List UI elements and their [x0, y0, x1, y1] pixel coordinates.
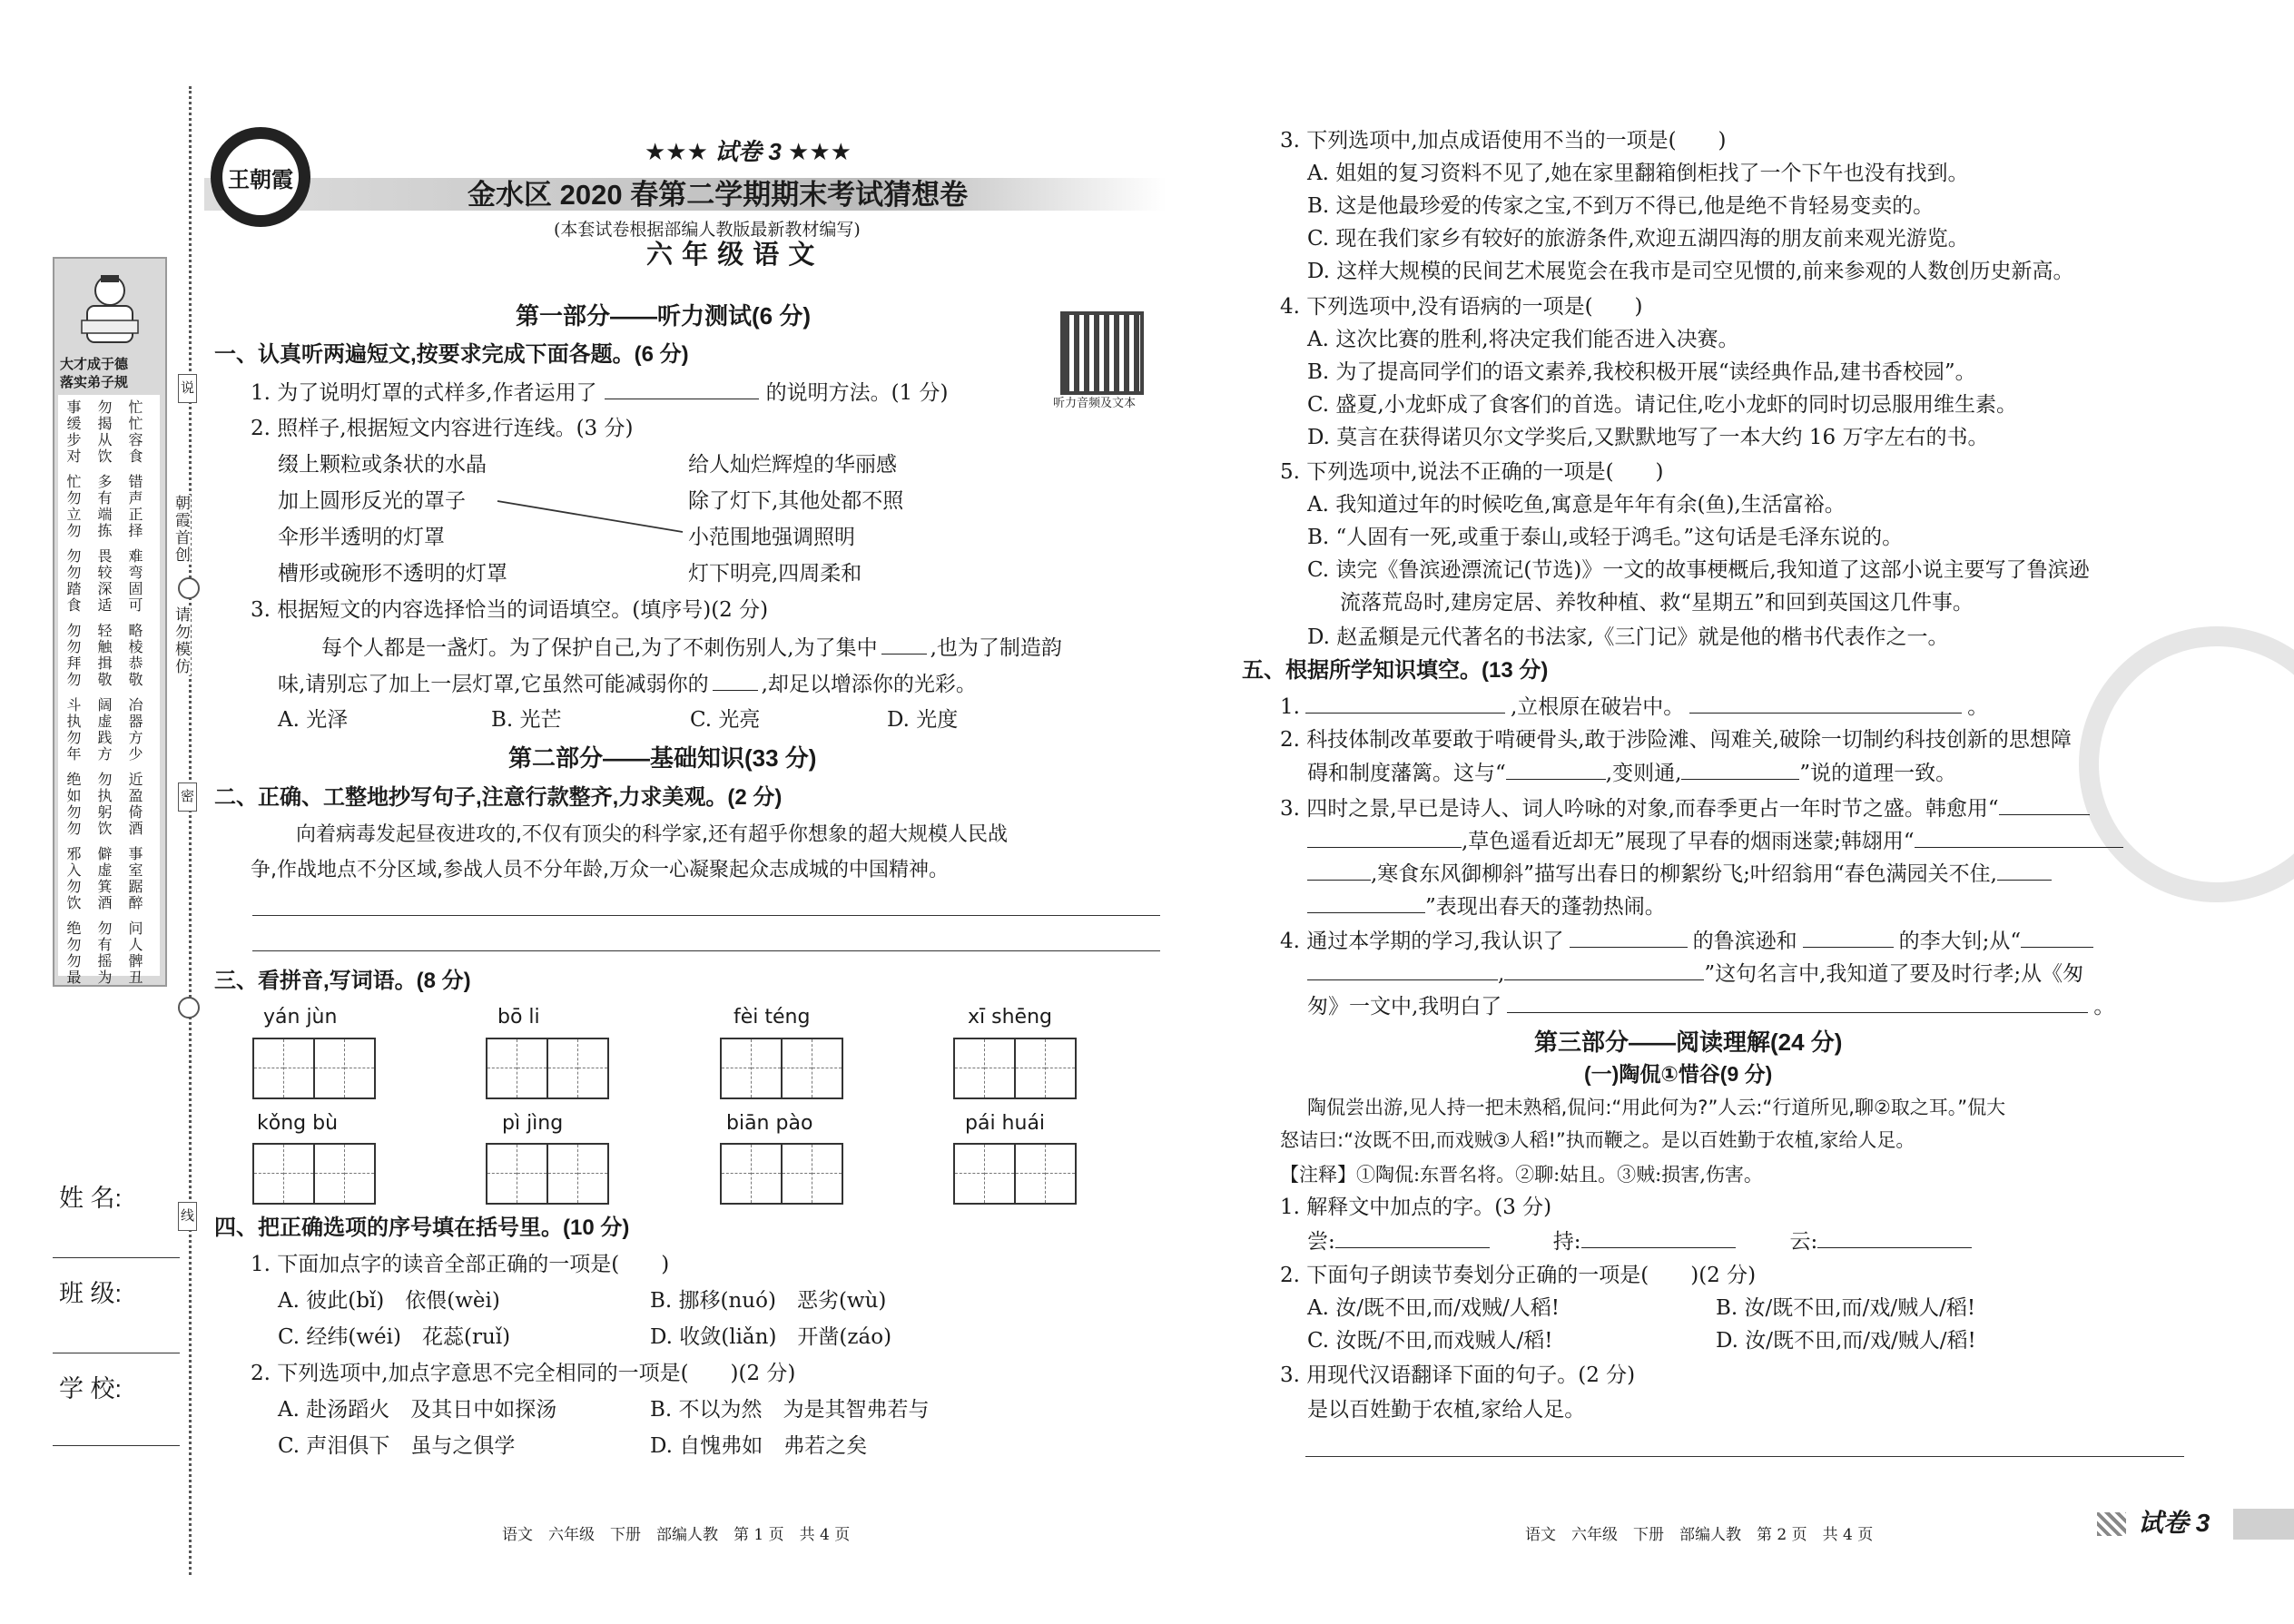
rq3: 3. 用现代汉语翻译下面的句子。(2 分) [1280, 1363, 1636, 1387]
r-q3-b: B. 这是他最珍爱的传家之宝,不到万不得已,他是绝不肯轻易变卖的。 [1307, 194, 1935, 218]
part2-heading: 第二部分——基础知识(33 分) [508, 744, 817, 772]
section4-heading: 四、把正确选项的序号填在括号里。(10 分) [214, 1216, 630, 1240]
sidebar-verse: 忙勿立勿 [64, 474, 82, 539]
r-q5-d: D. 赵孟頫是元代著名的书法家,《三门记》就是他的楷书代表作之一。 [1307, 625, 1949, 649]
fill-3c: ,寒食东风御柳斜”描写出春日的柳絮纷飞;叶绍翁用“春色满园关不住, [1307, 860, 2052, 888]
r-q3-a: A. 姐姐的复习资料不见了,她在家里翻箱倒柜找了一个下午也没有找到。 [1307, 162, 1969, 185]
sidebar-verse: 略棱恭敬 [126, 623, 143, 688]
match-left-3: 伞形半透明的灯罩 [278, 526, 445, 549]
sidebar-motto-1: 大才成于德 [60, 357, 129, 372]
sidebar-verse: 忙忙容食 [126, 399, 143, 465]
right-footer: 语文 六年级 下册 部编人教 第 2 页 共 4 页 [1525, 1526, 1874, 1544]
q4-2-b: B. 不以为然 为是其智弗若与 [650, 1398, 930, 1422]
pinyin-3: fèi téng [733, 1006, 811, 1029]
pinyin-1: yán jùn [263, 1006, 338, 1029]
answer-blank[interactable] [881, 634, 927, 655]
pinyin-5: kǒng bù [257, 1112, 339, 1135]
q4-2-a: A. 赴汤蹈火 及其日中如探汤 [278, 1398, 557, 1422]
sidebar-verse: 阔虚践方 [95, 697, 113, 763]
answer-blank[interactable] [1689, 693, 1962, 714]
r-q3-d: D. 这样大规模的民间艺术展览会在我市是司空见惯的,前来参观的人数创历史新高。 [1307, 260, 2074, 283]
pinyin-6: pì jìng [502, 1112, 564, 1135]
answer-blank[interactable] [1504, 960, 1704, 980]
logo-text: 王朝霞 [222, 139, 299, 215]
q4-2: 2. 下列选项中,加点字意思不完全相同的一项是( )(2 分) [251, 1362, 796, 1385]
writing-grid-1[interactable] [252, 1038, 376, 1099]
logo [211, 127, 310, 227]
sidebar-verse: 绝勿勿最 [64, 920, 82, 986]
rq3-sentence: 是以百姓勤于农植,家给人足。 [1307, 1398, 1586, 1422]
answer-blank[interactable] [2021, 927, 2093, 948]
answer-blank[interactable] [1997, 860, 2052, 881]
q4-2-c: C. 声泪俱下 虽与之俱学 [278, 1434, 516, 1458]
fill-3a: 3. 四时之景,早已是诗人、词人吟咏的对象,而春季更占一年时节之盛。韩愈用“ [1280, 794, 2090, 822]
r-q4-b: B. 为了提高同学们的语文素养,我校积极开展“读经典作品,建书香校园”。 [1307, 360, 1976, 384]
watermark-seal [2079, 626, 2294, 902]
reading1-para-1: 陶侃尝出游,见人持一把未熟稻,侃问:“用此何为?”人云:“行道所见,聊②取之耳。”侃大 [1307, 1097, 2006, 1118]
rq3-answer-line[interactable] [1305, 1456, 2184, 1457]
match-left-2: 加上圆形反光的罩子 [278, 489, 466, 513]
corner-bar [2233, 1509, 2294, 1540]
writing-grid-6[interactable] [486, 1143, 609, 1205]
sidebar-verse: 勿揭从饮 [95, 399, 113, 465]
r-q4-a: A. 这次比赛的胜利,将决定我们能否进入决赛。 [1307, 328, 1739, 351]
answer-blank[interactable] [1803, 927, 1894, 948]
reading1-note: 【注释】①陶侃:东晋名将。②聊:姑且。③贼:损害,伤害。 [1280, 1164, 1763, 1186]
sidebar-motto-2: 落实弟子规 [60, 375, 129, 390]
answer-blank[interactable] [1307, 960, 1498, 980]
exam-title: 金水区 2020 春第二学期期末考试猜想卷 [468, 179, 969, 211]
answer-blank[interactable] [1507, 992, 2088, 1013]
r-q3: 3. 下列选项中,加点成语使用不当的一项是( ) [1280, 129, 1727, 153]
q4-1-c: C. 经纬(wéi) 花蕊(ruǐ) [278, 1325, 511, 1349]
sidebar-verse: 绝如勿勿 [64, 772, 82, 837]
fill-2b: 碍和制度藩篱。这与“ ,变则通, ”说的道理一致。 [1307, 759, 1956, 787]
exam-subtitle: (本套试卷根据部编人教版最新教材编写) [554, 220, 861, 240]
writing-grid-3[interactable] [720, 1038, 843, 1099]
q1-1: 1. 为了说明灯罩的式样多,作者运用了 的说明方法。(1 分) [251, 379, 948, 407]
tag-no-copy: 请勿模仿 [172, 606, 190, 675]
writing-grid-5[interactable] [252, 1143, 376, 1205]
scholar-figure [73, 268, 147, 349]
name-field[interactable] [53, 1257, 180, 1258]
rq2-b: B. 汝/既不田,而/戏/贼人/稻! [1716, 1296, 1976, 1320]
r-q5: 5. 下列选项中,说法不正确的一项是( ) [1280, 460, 1664, 484]
writing-grid-8[interactable] [953, 1143, 1077, 1205]
copy-line-2[interactable] [252, 950, 1160, 951]
pinyin-8: pái huái [965, 1112, 1046, 1135]
answer-blank[interactable] [1999, 794, 2090, 815]
answer-blank[interactable] [1307, 827, 1462, 848]
section2-heading: 二、正确、工整地抄写句子,注意行款整齐,力求美观。(2 分) [214, 785, 783, 810]
q1-3-opt-b: B. 光芒 [491, 708, 562, 732]
sidebar-verse: 畏较深适 [95, 548, 113, 614]
q1-3-opt-c: C. 光亮 [690, 708, 761, 732]
school-label: 学 校: [59, 1375, 123, 1403]
writing-grid-2[interactable] [486, 1038, 609, 1099]
pinyin-2: bō li [497, 1006, 540, 1029]
match-example-line [496, 497, 686, 536]
r-q5-a: A. 我知道过年的时候吃鱼,寓意是年年有余(鱼),生活富裕。 [1307, 493, 1846, 517]
fill-2a: 2. 科技体制改革要敢于啃硬骨头,敢于涉险滩、闯难关,破除一切制约科技创新的思想障 [1280, 728, 2072, 752]
r-q3-c: C. 现在我们家乡有较好的旅游条件,欢迎五湖四海的朋友前来观光游览。 [1307, 227, 1969, 251]
q4-1: 1. 下面加点字的读音全部正确的一项是( ) [251, 1253, 670, 1276]
answer-blank[interactable] [1335, 1227, 1490, 1248]
exam-badge: ★★★ 试卷 3 ★★★ [645, 138, 852, 165]
part1-heading: 第一部分——听力测试(6 分) [516, 302, 812, 330]
fill-4a: 4. 通过本学期的学习,我认识了 的鲁滨逊和 的李大钊;从“ [1280, 927, 2093, 955]
match-right-1: 给人灿烂辉煌的华丽感 [688, 453, 897, 477]
answer-blank[interactable] [1506, 759, 1606, 780]
tag-mi: 密 [178, 782, 197, 812]
q1-3: 3. 根据短文的内容选择恰当的词语填空。(填序号)(2 分) [251, 598, 769, 622]
pinyin-7: biān pào [726, 1112, 813, 1135]
fill-3b: ,草色遥看近却无”展现了早春的烟雨迷蒙;韩翃用“ [1307, 827, 2123, 855]
match-right-4: 灯下明亮,四周柔和 [688, 562, 862, 586]
q4-1-b: B. 挪移(nuó) 恶劣(wù) [650, 1289, 887, 1313]
reading1-title: (一)陶侃①惜谷(9 分) [1584, 1062, 1773, 1086]
q1-3-opt-a: A. 光泽 [278, 708, 349, 732]
fill-3d: ”表现出春天的蓬勃热闹。 [1307, 892, 1666, 920]
sidebar-verse: 近盈倚酒 [126, 772, 143, 837]
sidebar-verse: 事室踞醉 [126, 846, 143, 911]
sidebar-verse: 错声正择 [126, 474, 143, 539]
section1-heading: 一、认真听两遍短文,按要求完成下面各题。(6 分) [214, 342, 689, 367]
sidebar-verse: 斗执勿年 [64, 697, 82, 763]
sidebar-verse: 轻触揖敬 [95, 623, 113, 688]
fill-4c: 匆》一文中,我明白了 。 [1307, 992, 2114, 1020]
sidebar-verse: 难弯固可 [126, 548, 143, 614]
pinyin-4: xī shēng [968, 1006, 1052, 1029]
tag-xian: 线 [178, 1202, 197, 1231]
subject-title: 六 年 级 语 文 [646, 239, 815, 270]
section3-heading: 三、看拼音,写词语。(8 分) [214, 969, 471, 993]
corner-pattern [2097, 1512, 2126, 1536]
sidebar-verse: 勿勿拜勿 [64, 623, 82, 688]
sidebar-verse: 勿有摇为 [95, 920, 113, 986]
writing-grid-4[interactable] [953, 1038, 1077, 1099]
section5-heading: 五、根据所学知识填空。(13 分) [1242, 658, 1549, 683]
answer-blank[interactable] [1305, 693, 1505, 714]
sidebar-verse: 邪入勿饮 [64, 846, 82, 911]
match-left-1: 缀上颗粒或条状的水晶 [278, 453, 487, 477]
rq1-answers: 尝: 持: 云: [1307, 1227, 1972, 1255]
r-q5-c1: C. 读完《鲁滨逊漂流记(节选)》一文的故事梗概后,我知道了这部小说主要写了鲁滨逊 [1307, 558, 2090, 582]
answer-blank[interactable] [1581, 1227, 1736, 1248]
left-footer: 语文 六年级 下册 部编人教 第 1 页 共 4 页 [502, 1526, 851, 1544]
q4-2-d: D. 自愧弗如 弗若之矣 [650, 1434, 868, 1458]
answer-blank[interactable] [1681, 759, 1799, 780]
match-right-3: 小范围地强调照明 [688, 526, 855, 549]
match-left-4: 槽形或碗形不透明的灯罩 [278, 562, 507, 586]
rq2: 2. 下面句子朗读节奏划分正确的一项是( )(2 分) [1280, 1264, 1757, 1287]
copy-line-1[interactable] [252, 915, 1160, 916]
tag-original: 朝霞首创 [172, 495, 190, 564]
binding-line [189, 86, 192, 1575]
fill-1: 1. ,立根原在破岩中。 。 [1280, 693, 1988, 721]
answer-blank[interactable] [713, 670, 758, 691]
r-q4-d: D. 莫言在获得诺贝尔文学奖后,又默默地写了一本大约 16 万字左右的书。 [1307, 426, 1989, 449]
qr-caption: 听力音频及文本 [1053, 397, 1137, 410]
answer-blank[interactable] [1307, 860, 1371, 881]
rq2-d: D. 汝/既不田,而/戏/贼人/稻! [1716, 1329, 1976, 1353]
sidebar-verse: 冶器方少 [126, 697, 143, 763]
r-q5-c2: 流落荒岛时,建房定居、养牧种植、救“星期五”和回到英国这几件事。 [1340, 591, 1974, 615]
q1-3-opt-d: D. 光度 [887, 708, 959, 732]
writing-grid-7[interactable] [720, 1143, 843, 1205]
answer-blank[interactable] [1570, 927, 1688, 948]
answer-blank[interactable] [1307, 892, 1425, 913]
part3-heading: 第三部分——阅读理解(24 分) [1534, 1029, 1843, 1056]
name-label: 姓 名: [59, 1185, 123, 1212]
divider-icon [178, 577, 200, 599]
tag-shuo: 说 [178, 374, 197, 403]
sidebar-verse: 多有端拣 [95, 474, 113, 539]
qr-code[interactable] [1060, 311, 1144, 395]
sidebar-verse: 问人髀丑 [126, 920, 143, 986]
answer-blank[interactable] [605, 379, 759, 399]
divider-icon-2 [178, 997, 200, 1019]
copy-text-2: 争,作战地点不分区域,参战人员不分年龄,万众一心凝聚起众志成城的中国精神。 [251, 859, 949, 881]
sidebar-verse: 事缓步对 [64, 399, 82, 465]
match-right-2: 除了灯下,其他处都不照 [688, 489, 904, 513]
reading1-para-2: 怒诘曰:“汝既不田,而戏贼③人稻!”执而鞭之。是以百姓勤于农植,家给人足。 [1280, 1129, 1915, 1151]
fill-4b: , ”这句名言中,我知道了要及时行孝;从《匆 [1307, 960, 2083, 988]
exam-tag: 试卷 3 [2138, 1509, 2210, 1537]
sidebar-verse: 勿勿踏食 [64, 548, 82, 614]
q1-2: 2. 照样子,根据短文内容进行连线。(3 分) [251, 417, 634, 440]
r-q4: 4. 下列选项中,没有语病的一项是( ) [1280, 295, 1643, 319]
q1-3-para2: 味,请别忘了加上一层灯罩,它虽然可能减弱你的 ,却足以增添你的光彩。 [278, 670, 977, 698]
class-label: 班 级: [59, 1280, 123, 1307]
sidebar-verse: 勿执躬饮 [95, 772, 113, 837]
answer-blank[interactable] [1915, 827, 2123, 848]
q4-1-a: A. 彼此(bǐ) 依偎(wèi) [278, 1289, 500, 1313]
r-q5-b: B. “人固有一死,或重于泰山,或轻于鸿毛。”这句话是毛泽东说的。 [1307, 526, 1904, 549]
rq2-c: C. 汝既/不田,而戏贼人/稻! [1307, 1329, 1553, 1353]
copy-text-1: 向着病毒发起昼夜进攻的,不仅有顶尖的科学家,还有超乎你想象的超大规模人民战 [296, 823, 1008, 846]
answer-blank[interactable] [1817, 1227, 1972, 1248]
q1-3-para1: 每个人都是一盏灯。为了保护自己,为了不刺伤别人,为了集中 ,也为了制造韵 [321, 634, 1062, 662]
r-q4-c: C. 盛夏,小龙虾成了食客们的首选。请记住,吃小龙虾的同时切忌服用维生素。 [1307, 393, 2018, 417]
q4-1-d: D. 收敛(liǎn) 开凿(záo) [650, 1325, 892, 1349]
school-field[interactable] [53, 1445, 180, 1446]
rq2-a: A. 汝/既不田,而/戏贼/人稻! [1307, 1296, 1561, 1320]
rq1: 1. 解释文中加点的字。(3 分) [1280, 1196, 1552, 1219]
sidebar-verse: 僻虚箕酒 [95, 846, 113, 911]
